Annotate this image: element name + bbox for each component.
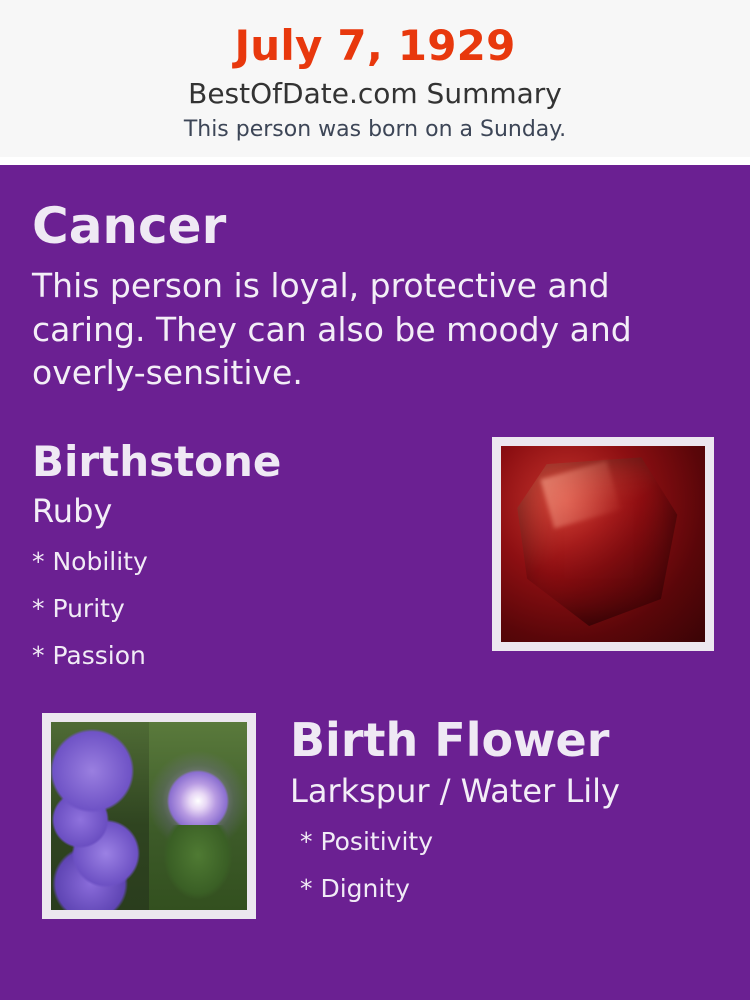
water-lily-photo: [149, 722, 247, 910]
birthstone-trait: * Passion: [32, 640, 146, 670]
birth-flower-photo-frame: [42, 713, 256, 919]
larkspur-water-lily-image: [51, 722, 247, 910]
birth-flower-name: Larkspur / Water Lily: [290, 772, 620, 811]
birthstone-photo-frame: [492, 437, 714, 651]
zodiac-sign-title: Cancer: [32, 197, 227, 256]
card-header: [0, 0, 750, 157]
larkspur-photo: [51, 722, 149, 910]
header-divider: [0, 157, 750, 165]
ruby-gemstone-image: [501, 446, 705, 642]
page-title: July 7, 1929: [234, 21, 516, 70]
birthstone-title: Birthstone: [32, 436, 282, 486]
birthstone-trait: * Purity: [32, 593, 125, 623]
birth-day-note: This person was born on a Sunday.: [183, 116, 567, 142]
birth-flower-section: [32, 713, 718, 919]
birthstone-name: Ruby: [32, 491, 113, 530]
card-body: [0, 165, 750, 1000]
birthstone-trait: * Nobility: [32, 546, 148, 576]
birth-flower-text: [256, 713, 620, 904]
birth-flower-trait: * Positivity: [300, 827, 433, 857]
birthstone-text: [32, 437, 281, 671]
birth-flower-trait: * Dignity: [300, 874, 410, 904]
birth-flower-title: Birth Flower: [290, 712, 610, 767]
zodiac-description: This person is loyal, protective and caring. They can also be moody and overly-sensitive.: [32, 266, 632, 393]
birthstone-section: [32, 437, 718, 671]
site-summary-label: BestOfDate.com Summary: [188, 77, 562, 111]
